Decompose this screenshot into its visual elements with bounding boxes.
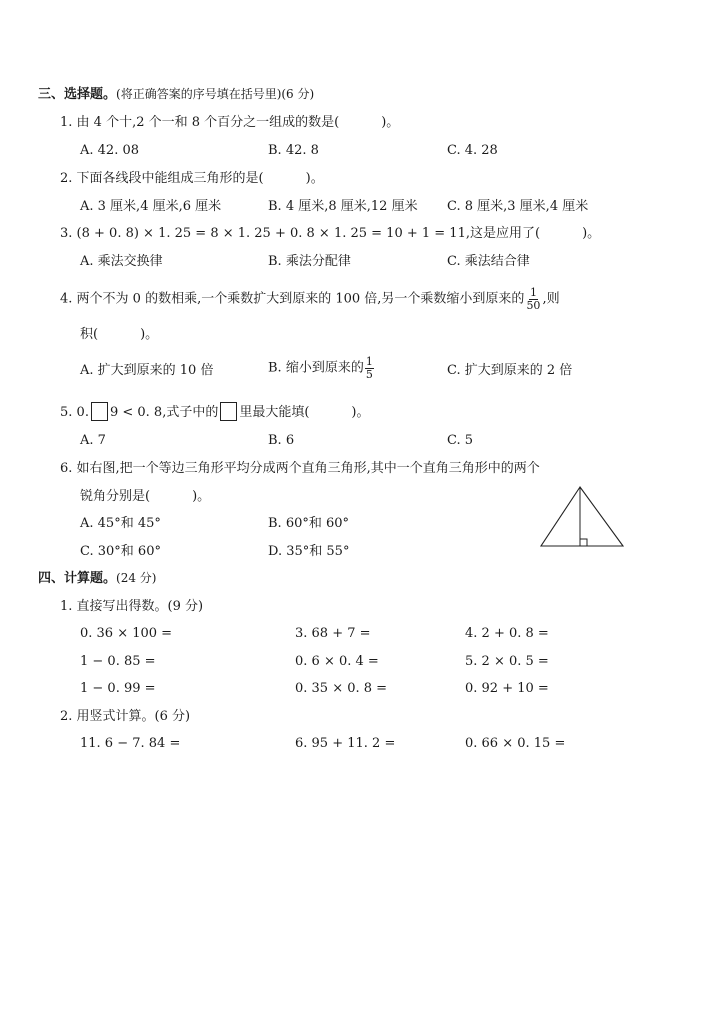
- vertical-calc-item: 0. 66 × 0. 15 =: [465, 736, 566, 751]
- part-number: 2.: [60, 709, 73, 724]
- question-number: 3.: [60, 226, 73, 241]
- q6-option-a: A. 45°和 45°: [80, 516, 161, 531]
- question-stem-end: )。: [351, 405, 370, 420]
- question-stem-mid: 9 < 0. 8,式子中的: [109, 405, 219, 420]
- question-stem: 如右图,把一个等边三角形平均分成两个直角三角形,其中一个直角三角形中的两个: [76, 461, 540, 476]
- question-stem: 两个不为 0 的数相乘,一个乘数扩大到原来的 100 倍,另一个乘数缩小到原来的: [76, 291, 525, 307]
- question-stem: 积(: [80, 327, 99, 342]
- question-stem-end: )。: [381, 115, 400, 130]
- section4-title: 四、计算题。: [38, 571, 117, 586]
- part-label: 用竖式计算。(6 分): [76, 709, 191, 724]
- question-stem: 锐角分别是(: [80, 489, 151, 504]
- section3-note: (将正确答案的序号填在括号里)(6 分): [116, 87, 315, 101]
- question-stem: (8 + 0. 8) × 1. 25 = 8 × 1. 25 + 0. 8 × 1. 25 = 10 + 1 = 11,这是应用了(: [76, 226, 541, 241]
- triangle-outline: [541, 487, 623, 546]
- calc-item: 3. 68 + 7 =: [295, 626, 371, 641]
- q6-option-b: B. 60°和 60°: [268, 516, 350, 531]
- question-3: [60, 227, 600, 240]
- calc-item: 1 − 0. 85 =: [80, 654, 156, 669]
- question-number: 6.: [60, 461, 73, 476]
- question-6: [60, 462, 540, 475]
- calc-item: 1 − 0. 99 =: [80, 681, 156, 696]
- calc-item: 5. 2 × 0. 5 =: [465, 654, 549, 669]
- question-stem-mid2: 里最大能填(: [239, 405, 310, 420]
- part-number: 1.: [60, 599, 73, 614]
- q5-option-c: C. 5: [447, 433, 474, 448]
- calc-part-1: [60, 600, 203, 613]
- q2-option-a: A. 3 厘米,4 厘米,6 厘米: [80, 199, 222, 214]
- q4-option-c: C. 扩大到原来的 2 倍: [447, 363, 573, 378]
- calc-item: 0. 35 × 0. 8 =: [295, 681, 388, 696]
- question-number: 5.: [60, 405, 73, 420]
- question-4: [60, 287, 560, 311]
- q3-option-b: B. 乘法分配律: [268, 254, 351, 269]
- q4-option-b: B. 缩小到原来的 $\frac{1}{5}$: [268, 355, 373, 381]
- calc-part-2: [60, 710, 190, 723]
- q1-option-b: B. 42. 8: [268, 143, 319, 158]
- blank-box[interactable]: [220, 402, 237, 421]
- question-stem-end: )。: [140, 327, 159, 342]
- question-number: 4.: [60, 291, 73, 307]
- question-4-line2: [80, 328, 158, 341]
- equilateral-triangle-figure: [538, 484, 628, 550]
- q6-option-c: C. 30°和 60°: [80, 544, 161, 559]
- q3-option-a: A. 乘法交换律: [80, 254, 163, 269]
- calc-item: 0. 92 + 10 =: [465, 681, 549, 696]
- question-stem-end: ,则: [542, 291, 560, 307]
- calc-item: 0. 36 × 100 =: [80, 626, 173, 641]
- vertical-calc-item: 6. 95 + 11. 2 =: [295, 736, 396, 751]
- question-number: 2.: [60, 171, 73, 186]
- q5-option-b: B. 6: [268, 433, 295, 448]
- question-1: [60, 116, 399, 129]
- section4-heading: [38, 572, 156, 585]
- question-number: 1.: [60, 115, 73, 130]
- q3-option-c: C. 乘法结合律: [447, 254, 530, 269]
- fraction-one-fifth: $\frac{1}{5}$: [365, 355, 373, 381]
- question-6-line2: [80, 490, 210, 503]
- fraction-one-fiftieth: $\frac{1}{50}$: [526, 286, 541, 312]
- q2-option-b: B. 4 厘米,8 厘米,12 厘米: [268, 199, 418, 214]
- question-stem-end: )。: [582, 226, 601, 241]
- vertical-calc-item: 11. 6 − 7. 84 =: [80, 736, 181, 751]
- q1-option-c: C. 4. 28: [447, 143, 498, 158]
- part-label: 直接写出得数。(9 分): [76, 599, 204, 614]
- calc-item: 4. 2 + 0. 8 =: [465, 626, 549, 641]
- q2-option-c: C. 8 厘米,3 厘米,4 厘米: [447, 199, 589, 214]
- right-angle-mark: [580, 539, 587, 546]
- question-stem: 0.: [76, 405, 89, 420]
- q4-option-a: A. 扩大到原来的 10 倍: [80, 363, 214, 378]
- question-stem-end: )。: [192, 489, 211, 504]
- section3-title: 三、选择题。: [38, 87, 117, 102]
- question-stem-end: )。: [305, 171, 324, 186]
- question-stem: 下面各线段中能组成三角形的是(: [76, 171, 264, 186]
- q6-option-d: D. 35°和 55°: [268, 544, 350, 559]
- q5-option-a: A. 7: [80, 433, 106, 448]
- blank-box[interactable]: [91, 402, 108, 421]
- question-stem: 由 4 个十,2 个一和 8 个百分之一组成的数是(: [76, 115, 340, 130]
- question-2: [60, 172, 324, 185]
- section4-note: (24 分): [116, 571, 157, 585]
- calc-item: 0. 6 × 0. 4 =: [295, 654, 379, 669]
- q1-option-a: A. 42. 08: [80, 143, 140, 158]
- section3-heading: [38, 88, 314, 101]
- question-5: [60, 403, 369, 422]
